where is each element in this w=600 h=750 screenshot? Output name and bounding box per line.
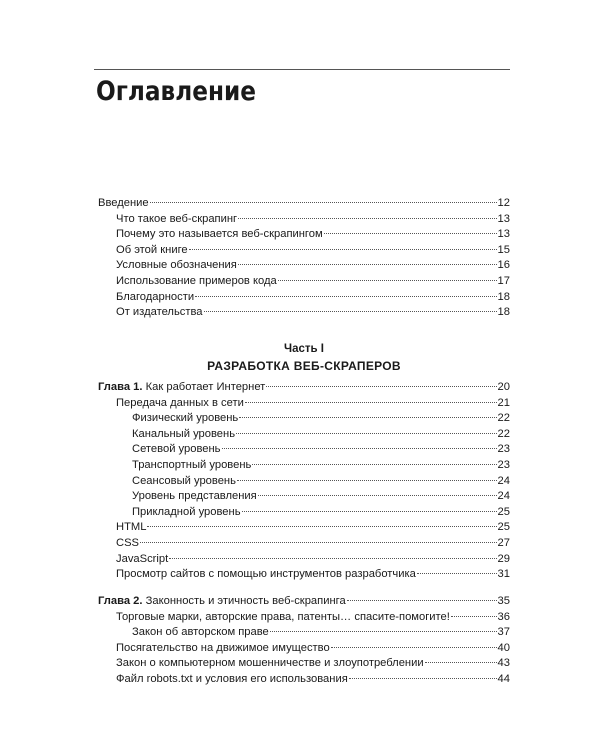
toc-entry-label: Закон об авторском праве	[132, 626, 269, 639]
toc-entry-label: HTML	[116, 521, 147, 534]
toc-chapter-2-section	[98, 594, 510, 688]
toc-entry-page: 12	[497, 197, 510, 209]
top-rule	[94, 69, 510, 70]
toc-entry	[98, 227, 510, 243]
toc-entry	[98, 396, 510, 412]
toc-entry	[98, 672, 510, 688]
dot-leader	[238, 264, 497, 265]
toc-entry-page: 15	[497, 243, 510, 256]
toc-entry-title	[116, 258, 237, 274]
toc-entry-label: Передача данных в сети	[116, 396, 244, 409]
chapter-label: Глава 1.	[98, 381, 143, 393]
toc-entry	[98, 656, 510, 672]
toc-entry-label: Что такое веб-скрапинг	[116, 212, 238, 225]
toc-entry-title	[116, 672, 348, 688]
dot-leader	[239, 417, 496, 418]
toc-entry-label: Посягательство на движимое имущество	[116, 641, 330, 654]
toc-entry-page: 27	[497, 536, 510, 549]
toc-entry-title	[132, 489, 257, 505]
toc-entry-label: Транспортный уровень	[132, 458, 252, 471]
toc-entry-label: Сеансовый уровень	[132, 474, 236, 487]
toc-entry-page: 31	[497, 568, 510, 581]
page-title: Оглавление	[96, 76, 257, 107]
toc-entry-label: Уровень представления	[132, 490, 257, 503]
dot-leader	[451, 616, 497, 617]
toc-entry-title	[98, 380, 265, 396]
toc-entry-title	[116, 243, 188, 259]
toc-entry	[98, 258, 510, 274]
toc-entry	[98, 520, 510, 536]
toc-entry-label: Законность и этичность веб-скрапинга	[142, 595, 346, 607]
toc-entry	[98, 641, 510, 657]
toc-entry	[98, 380, 510, 396]
toc-entry	[98, 489, 510, 505]
toc-entry-label: Использование примеров кода	[116, 274, 277, 287]
toc-entry	[98, 212, 510, 228]
dot-leader	[195, 296, 496, 297]
toc-entry-page: 24	[497, 490, 510, 503]
toc-entry-page: 22	[497, 427, 510, 440]
toc-entry	[98, 474, 510, 490]
toc-entry-page: 21	[497, 396, 510, 409]
toc-entry-label: Просмотр сайтов с помощью инструментов разработчика	[116, 568, 416, 581]
toc-entry-label: Физический уровень	[132, 412, 239, 425]
toc-entry	[98, 442, 510, 458]
dot-leader	[266, 386, 496, 387]
toc-entry-label: Введение	[98, 197, 149, 209]
toc-entry-label: Об этой книге	[116, 243, 188, 256]
dot-leader	[245, 402, 497, 403]
toc-entry-title	[132, 442, 221, 458]
toc-entry-title	[116, 274, 277, 290]
toc-entry	[98, 458, 510, 474]
toc-entry-title	[98, 196, 149, 212]
toc-entry	[98, 505, 510, 521]
toc-entry-title	[116, 567, 416, 583]
toc-entry	[98, 196, 510, 212]
toc-entry-title	[132, 411, 238, 427]
toc-entry-page: 17	[497, 274, 510, 287]
toc-entry-label: Канальный уровень	[132, 427, 236, 440]
toc-entry	[98, 243, 510, 259]
chapter-label: Глава 2.	[98, 595, 143, 607]
toc-entry-title	[116, 610, 450, 626]
toc-entry	[98, 290, 510, 306]
toc-entry-page: 24	[497, 474, 510, 487]
dot-leader	[238, 218, 496, 219]
toc-entry-label: JavaScript	[116, 552, 169, 565]
toc-entry-title	[132, 458, 251, 474]
toc-entry-label: Торговые марки, авторские права, патенты… спасите-помогите!	[116, 610, 450, 623]
dot-leader	[169, 558, 496, 559]
toc-entry-label: Закон о компьютерном мошенничестве и злоупотреблении	[116, 657, 424, 670]
toc-entry	[98, 411, 510, 427]
toc-entry	[98, 552, 510, 568]
dot-leader	[150, 202, 497, 203]
toc-entry-title	[132, 427, 235, 443]
toc-entry-title	[98, 594, 346, 610]
dot-leader	[417, 573, 497, 574]
toc-entry-title	[116, 212, 237, 228]
toc-entry	[98, 274, 510, 290]
toc-entry-label: Сетевой уровень	[132, 443, 221, 456]
toc-entry-title	[132, 474, 236, 490]
toc-entry	[98, 427, 510, 443]
toc-entry-page: 25	[497, 505, 510, 518]
dot-leader	[236, 433, 497, 434]
toc-entry-label: Файл robots.txt и условия его использования	[116, 672, 348, 685]
dot-leader	[204, 311, 497, 312]
toc-entry-title	[116, 552, 168, 568]
toc-entry-title	[116, 656, 424, 672]
toc-entry-page: 18	[497, 306, 510, 319]
toc-entry-page: 23	[497, 443, 510, 456]
dot-leader	[324, 233, 497, 234]
toc-entry-page: 29	[497, 552, 510, 565]
toc-entry-page: 43	[497, 657, 510, 670]
toc-entry-title	[116, 290, 194, 306]
toc-entry-title	[116, 536, 139, 552]
toc-entry-page: 25	[497, 521, 510, 534]
toc-entry-page: 23	[497, 458, 510, 471]
dot-leader	[331, 647, 497, 648]
dot-leader	[222, 448, 497, 449]
toc-entry-title	[116, 641, 330, 657]
toc-entry-title	[116, 396, 244, 412]
toc-entry-page: 16	[497, 259, 510, 272]
toc-entry-page: 13	[497, 228, 510, 241]
toc-entry-label: CSS	[116, 536, 140, 549]
toc-entry-page: 20	[497, 381, 510, 393]
toc-entry	[98, 305, 510, 321]
toc-entry-page: 36	[497, 610, 510, 623]
dot-leader	[425, 662, 497, 663]
dot-leader	[270, 631, 497, 632]
toc-entry-label: От издательства	[116, 306, 203, 319]
toc-entry-page: 18	[497, 290, 510, 303]
toc-entry	[98, 594, 510, 610]
toc-entry-title	[132, 505, 241, 521]
dot-leader	[252, 464, 496, 465]
part-title: РАЗРАБОТКА ВЕБ-СКРАПЕРОВ	[207, 359, 401, 373]
toc-entry-title	[132, 625, 269, 641]
toc-entry-label: Условные обозначения	[116, 259, 237, 272]
toc-entry-page: 37	[497, 626, 510, 639]
dot-leader	[278, 280, 497, 281]
toc-entry-title	[116, 305, 203, 321]
dot-leader	[147, 526, 496, 527]
dot-leader	[189, 249, 497, 250]
dot-leader	[140, 542, 497, 543]
toc-entry-title	[116, 227, 323, 243]
toc-chapter-1-section	[98, 380, 510, 583]
dot-leader	[258, 495, 497, 496]
toc-entry-label: Прикладной уровень	[132, 505, 241, 518]
toc-entry-page: 35	[497, 595, 510, 607]
toc-entry-page: 13	[497, 212, 510, 225]
toc-entry-title	[116, 520, 146, 536]
dot-leader	[242, 511, 497, 512]
dot-leader	[349, 678, 497, 679]
dot-leader	[237, 480, 497, 481]
dot-leader	[347, 600, 497, 601]
part-number: Часть I	[284, 343, 324, 355]
toc-entry-page: 22	[497, 412, 510, 425]
toc-intro-section	[98, 196, 510, 321]
toc-entry	[98, 610, 510, 626]
toc-entry-label: Как работает Интернет	[142, 381, 266, 393]
toc-entry-label: Благодарности	[116, 290, 195, 303]
toc-entry	[98, 625, 510, 641]
toc-entry-label: Почему это называется веб-скрапингом	[116, 228, 323, 241]
toc-entry	[98, 536, 510, 552]
toc-entry	[98, 567, 510, 583]
toc-entry-page: 40	[497, 641, 510, 654]
toc-entry-page: 44	[497, 672, 510, 685]
